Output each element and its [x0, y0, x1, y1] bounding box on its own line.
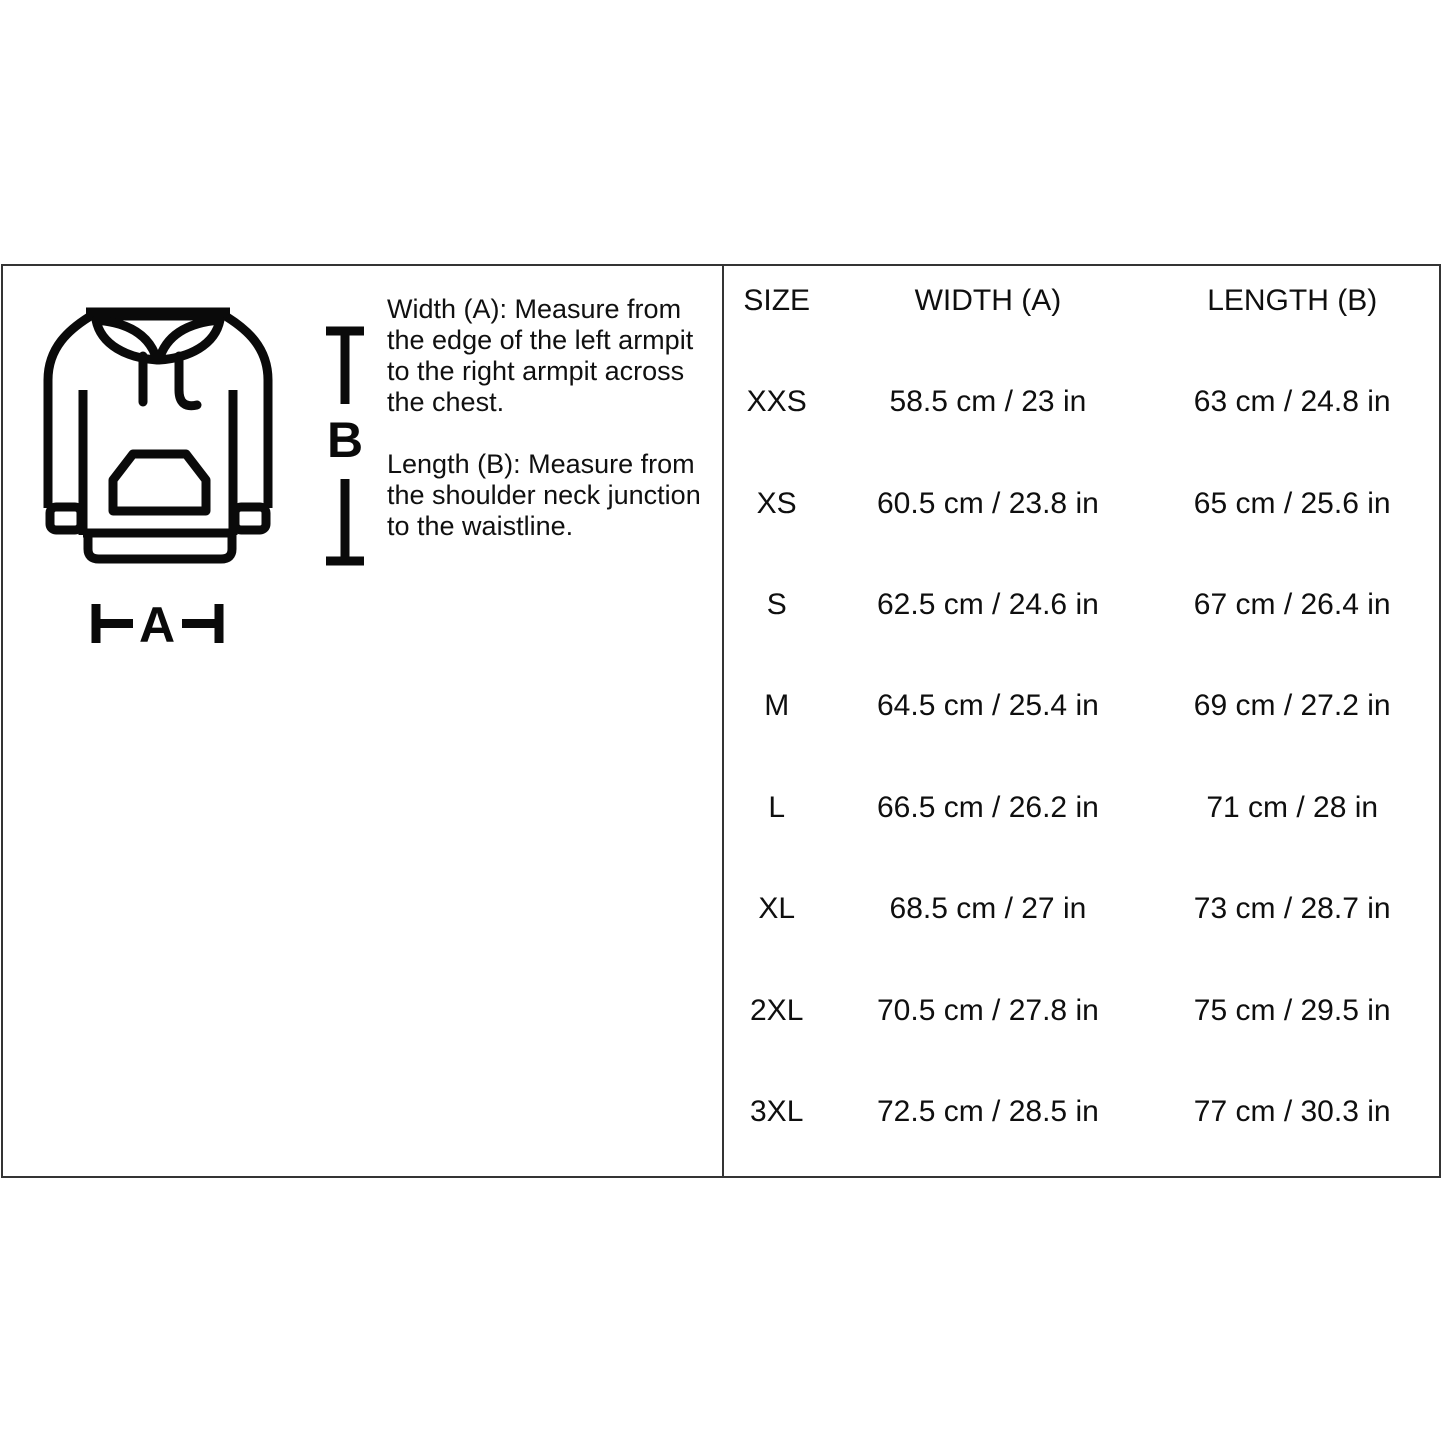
size-cell: L — [768, 790, 786, 824]
length-cell: 65 cm / 25.6 in — [1193, 486, 1391, 520]
width-cell: 58.5 cm / 23 in — [889, 385, 1087, 419]
size-table-row — [723, 554, 1439, 655]
length-cell: 75 cm / 29.5 in — [1193, 993, 1391, 1027]
length-instruction: Length (B): Measure from the shoulder neck junction to the waistline. — [387, 449, 701, 541]
length-cell: 69 cm / 27.2 in — [1193, 689, 1391, 723]
length-cell: 77 cm / 30.3 in — [1193, 1095, 1391, 1129]
size-cell: S — [766, 588, 787, 622]
size-table-row — [723, 757, 1439, 858]
length-cell: 67 cm / 26.4 in — [1193, 588, 1391, 622]
size-cell: 3XL — [750, 1095, 804, 1129]
width-marker-label: A — [138, 600, 176, 648]
size-table-row — [723, 859, 1439, 960]
hoodie-icon — [40, 302, 275, 567]
column-header-width: WIDTH (A) — [914, 283, 1062, 317]
width-cell: 60.5 cm / 23.8 in — [877, 486, 1099, 520]
column-header-size: SIZE — [743, 283, 811, 317]
size-table-row — [723, 453, 1439, 554]
size-table-header-row — [723, 250, 1439, 351]
size-table-row — [723, 1062, 1439, 1163]
measurement-instructions — [387, 294, 723, 542]
width-cell: 62.5 cm / 24.6 in — [877, 588, 1099, 622]
length-cell: 71 cm / 28 in — [1206, 790, 1379, 824]
width-instruction: Width (A): Measure from the edge of the left armpit to the right armpit across the chest. — [387, 294, 694, 417]
size-cell: 2XL — [750, 993, 804, 1027]
size-cell: XL — [758, 892, 796, 926]
width-dimension-icon — [88, 600, 228, 648]
size-table-row — [723, 656, 1439, 757]
size-table — [723, 250, 1439, 1163]
size-table-row — [723, 960, 1439, 1061]
size-cell: XS — [756, 486, 797, 520]
length-dimension-icon — [320, 324, 370, 568]
width-cell: 66.5 cm / 26.2 in — [877, 790, 1099, 824]
size-table-row — [723, 351, 1439, 452]
width-cell: 70.5 cm / 27.8 in — [877, 993, 1099, 1027]
width-cell: 64.5 cm / 25.4 in — [877, 689, 1099, 723]
length-marker-label: B — [326, 412, 364, 468]
length-cell: 73 cm / 28.7 in — [1193, 892, 1391, 926]
width-cell: 72.5 cm / 28.5 in — [877, 1095, 1099, 1129]
size-cell: XXS — [746, 385, 807, 419]
length-cell: 63 cm / 24.8 in — [1193, 385, 1391, 419]
width-cell: 68.5 cm / 27 in — [889, 892, 1087, 926]
size-cell: M — [764, 689, 790, 723]
column-header-length: LENGTH (B) — [1207, 283, 1378, 317]
